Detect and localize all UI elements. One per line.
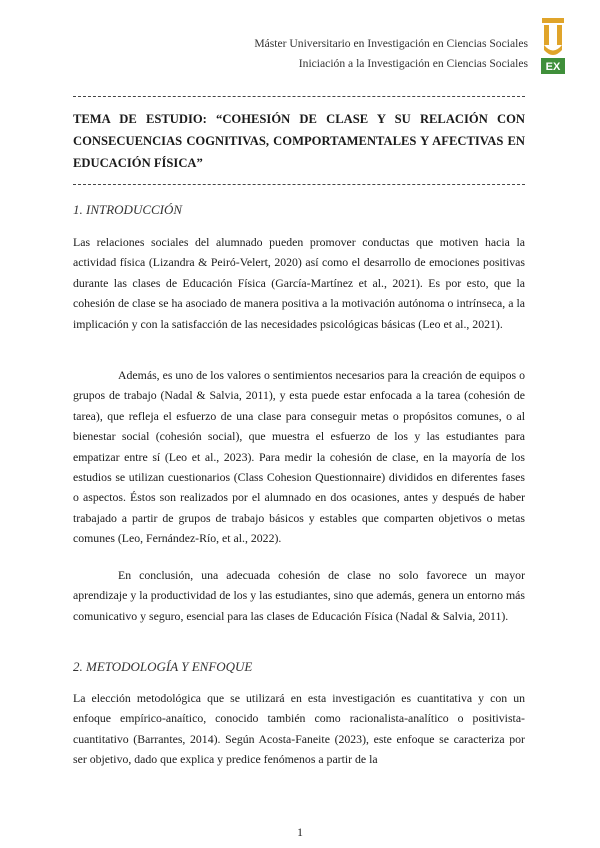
section-heading-introduccion: 1. INTRODUCCIÓN: [73, 202, 183, 217]
header-course-title: Iniciación a la Investigación en Ciencias Sociales: [298, 57, 528, 70]
paragraph-2: Además, es uno de los valores o sentimientos necesarios para la creación de equipos o grupos de trabajo (Nadal & Salvia, 2011), y esta puede estar enfocada a la tarea (cohesión de tarea), que refleja el esfuerzo de una clase para conseguir metas o propósitos comunes, o al bienestar social (cohesión social), que muestra el esfuerzo de los y las estudiantes para empatizar entre sí (Leo et al., 2023). Para medir la cohesión de clase, en la mayoría de los estudios se utilizan cuestionarios (Class Cohesion Questionnaire) divididos en diferentes fases o aspectos. Éstos son realizados por el alumnado en dos ocasiones, antes y después de haber trabajado a partir de grupos de trabajo básicos y estables que comparten objetivos o metas comunes (Leo, Fernández-Río, et al., 2022).: [73, 368, 525, 546]
logo-text: EX: [545, 61, 561, 73]
section-heading-metodologia: 2. METODOLOGÍA Y ENFOQUE: [73, 659, 253, 674]
logo-u-shape: [544, 45, 562, 55]
page-number: 1: [297, 826, 303, 839]
document-title: TEMA DE ESTUDIO: “COHESIÓN DE CLASE Y SU RELACIÓN CON CONSECUENCIAS COGNITIVAS, COMPORTAMENTALES Y AFECTIVAS EN EDUCACIÓN FÍSICA”: [73, 112, 525, 170]
logo-top-bar: [542, 18, 564, 23]
university-logo: [538, 16, 568, 76]
title-rule-top: [73, 96, 525, 97]
paragraph-1: Las relaciones sociales del alumnado pueden promover conductas que motiven hacia la actividad física (Lizandra & Peiró-Velert, 2020) así como el desarrollo de emociones positivas durante las clases de Educación Física (García-Martínez et al., 2021). Es por esto, que la cohesión de clase se ha asociado de manera positiva a la motivación autónoma o intrínseca, a la implicación y con la satisfacción de las necesidades psicológicas básicas (Leo et al., 2021).: [73, 235, 525, 331]
title-rule-bottom: [73, 184, 525, 185]
header-master-title: Máster Universitario en Investigación en Ciencias Sociales: [254, 37, 528, 50]
running-header: [254, 34, 528, 74]
paragraph-3: En conclusión, una adecuada cohesión de clase no solo favorece un mayor aprendizaje y la productividad de los y las estudiantes, sino que además, genera un entorno más comunicativo y seguro, esencial para las clases de Educación Física (Nadal & Salvia, 2011).: [73, 568, 525, 623]
logo-pillar-left: [544, 25, 549, 45]
logo-pillar-right: [557, 25, 562, 45]
paragraph-4: La elección metodológica que se utilizará en esta investigación es cuantitativa y con un enfoque empírico-anaítico, conocido también como racionalista-analítico o positivista-cuantitativo (Barrantes, 2014). Según Acosta-Faneite (2023), este enfoque se caracteriza por ser objetivo, dado que explica y predice fenómenos a partir de la: [73, 691, 525, 767]
